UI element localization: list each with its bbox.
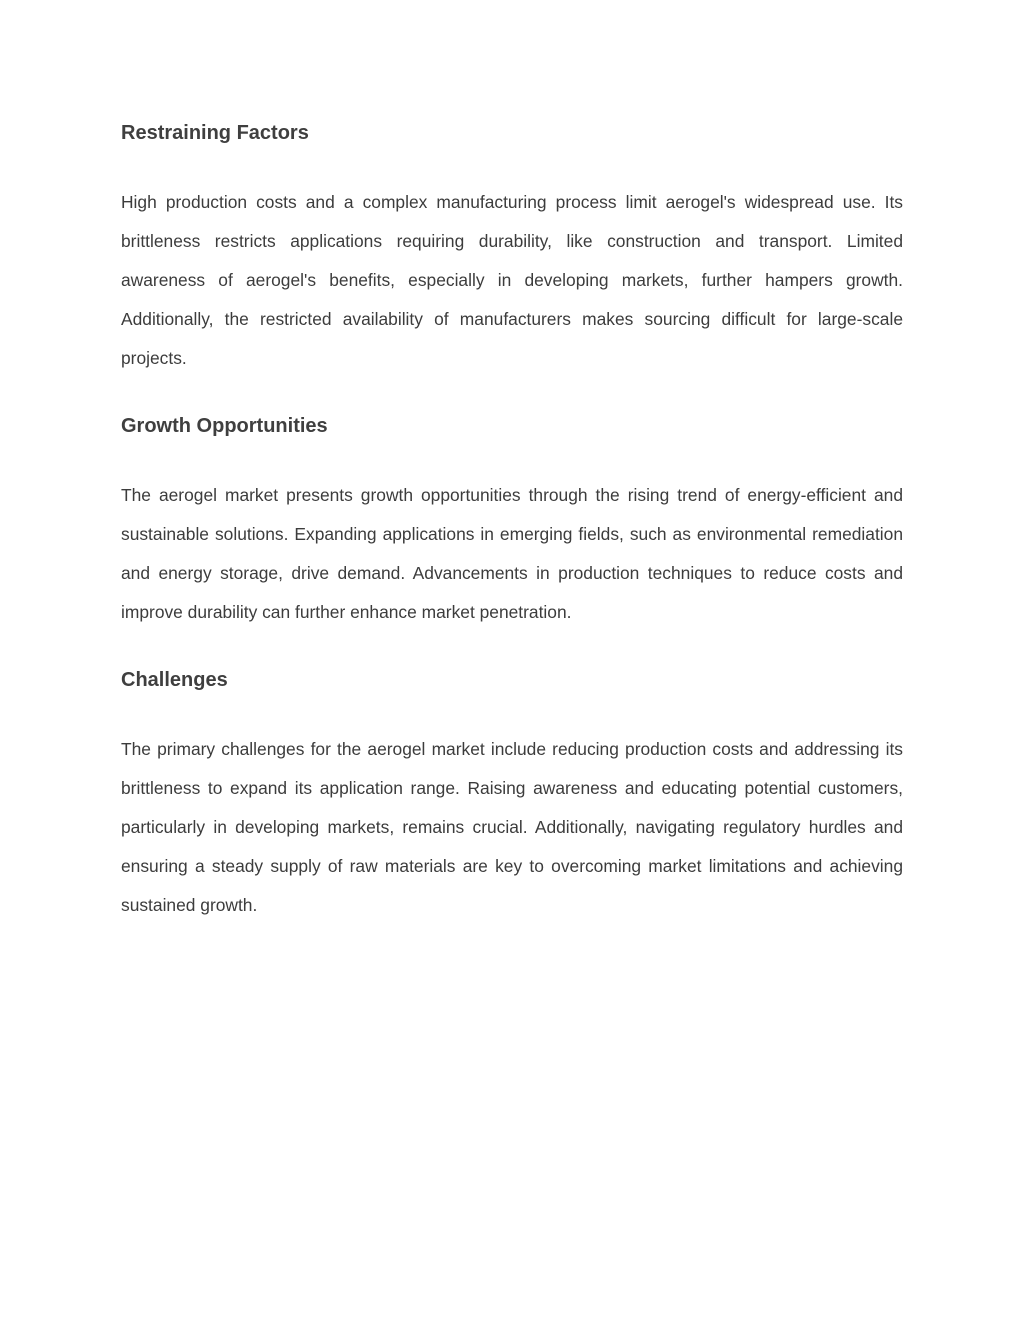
document-page [121, 0, 903, 925]
section-heading-restraining-factors: Restraining Factors [121, 122, 309, 144]
section-body-restraining-factors: High production costs and a complex manufacturing process limit aerogel's widespread use. Its brittleness restricts applications requiring durability, like construction and transport. Limited awareness of aerogel's benefits, especially in developing markets, further hampers growth. Additionally, the restricted availability of manufacturers makes sourcing difficult for large-scale projects. [121, 192, 903, 368]
section-heading-growth-opportunities: Growth Opportunities [121, 415, 328, 437]
section-body-growth-opportunities: The aerogel market presents growth opportunities through the rising trend of energy-efficient and sustainable solutions. Expanding applications in emerging fields, such as environmental remediation and energy storage, drive demand. Advancements in production techniques to reduce costs and improve durability can further enhance market penetration. [121, 485, 903, 622]
section-heading-challenges: Challenges [121, 669, 228, 691]
section-body-challenges: The primary challenges for the aerogel market include reducing production costs and addressing its brittleness to expand its application range. Raising awareness and educating potential customers, particularly in developing markets, remains crucial. Additionally, navigating regulatory hurdles and ensuring a steady supply of raw materials are key to overcoming market limitations and achieving sustained growth. [121, 739, 903, 915]
